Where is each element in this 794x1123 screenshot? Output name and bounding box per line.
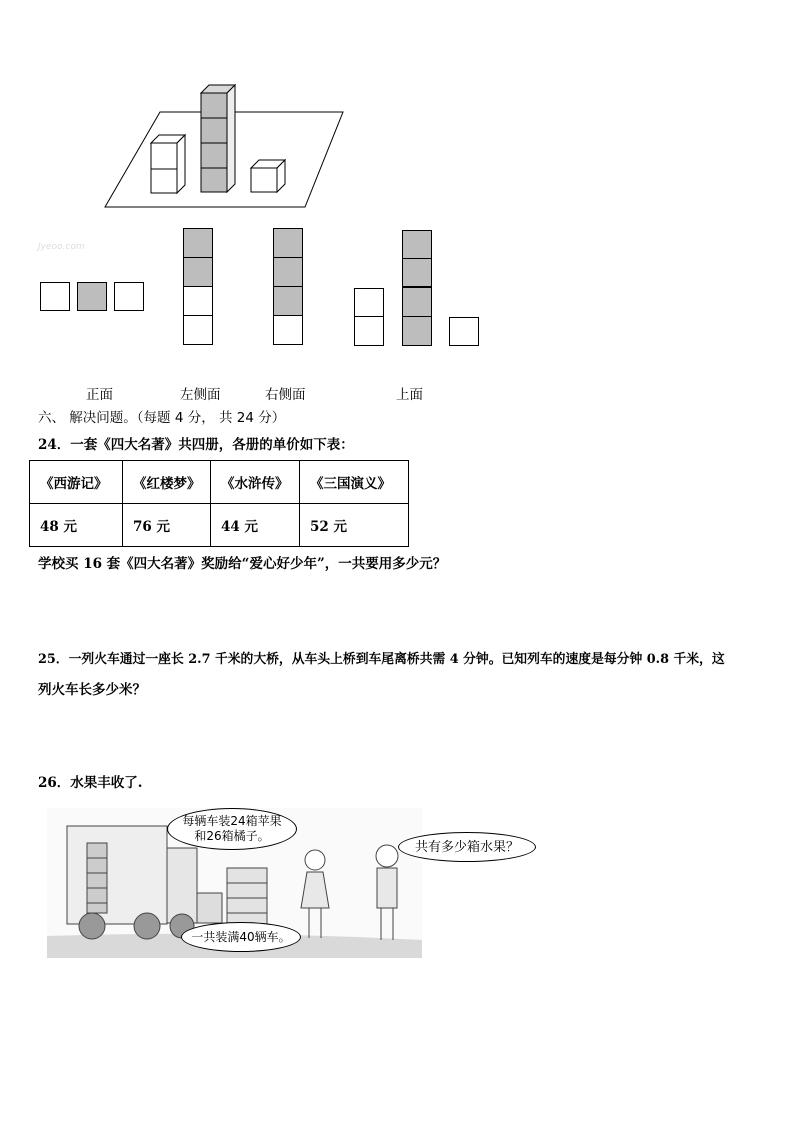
label-front: 正面 (86, 387, 113, 403)
book-price: 76 元 (123, 504, 211, 547)
label-right: 右侧面 (265, 387, 306, 403)
middle-stack (201, 85, 235, 192)
fruit-harvest-illustration (47, 808, 422, 958)
book-price: 44 元 (211, 504, 300, 547)
book-name: 《水浒传》 (211, 461, 300, 504)
q25-line1: 25．一列火车通过一座长 2.7 千米的大桥，从车头上桥到车尾离桥共需 4 分钟。已知列车的速度是每分钟 0.8 千米，这 (38, 652, 725, 667)
book-price: 52 元 (300, 504, 409, 547)
watermark: Jyeoo.com (38, 242, 85, 252)
book-name: 《三国演义》 (300, 461, 409, 504)
speech-bubble-girl: 一共装满40辆车。 (181, 922, 301, 952)
speech-bubble-boy: 共有多少箱水果？ (398, 832, 536, 862)
cube-figure (100, 80, 360, 212)
table-row (30, 461, 409, 504)
q24-question: 学校买 16 套《四大名著》奖励给“爱心好少年”，一共要用多少元？ (38, 556, 447, 572)
book-price: 48 元 (30, 504, 123, 547)
q26-stem: 26．水果丰收了. (38, 775, 143, 791)
label-left: 左侧面 (180, 387, 221, 403)
q25-line2: 列火车长多少米？ (38, 682, 146, 698)
price-table (29, 460, 409, 547)
q24-stem: 24．一套《四大名著》共四册，各册的单价如下表： (38, 437, 354, 453)
book-name: 《红楼梦》 (123, 461, 211, 504)
right-cube (251, 160, 285, 192)
table-row (30, 504, 409, 547)
section-heading: 六、 解决问题。（每题 4 分， 共 24 分） (38, 410, 286, 426)
speech-bubble-truck: 每辆车装24箱苹果和26箱橘子。 (167, 808, 297, 850)
left-stack (151, 135, 185, 193)
book-name: 《西游记》 (30, 461, 123, 504)
label-top: 上面 (396, 387, 423, 403)
